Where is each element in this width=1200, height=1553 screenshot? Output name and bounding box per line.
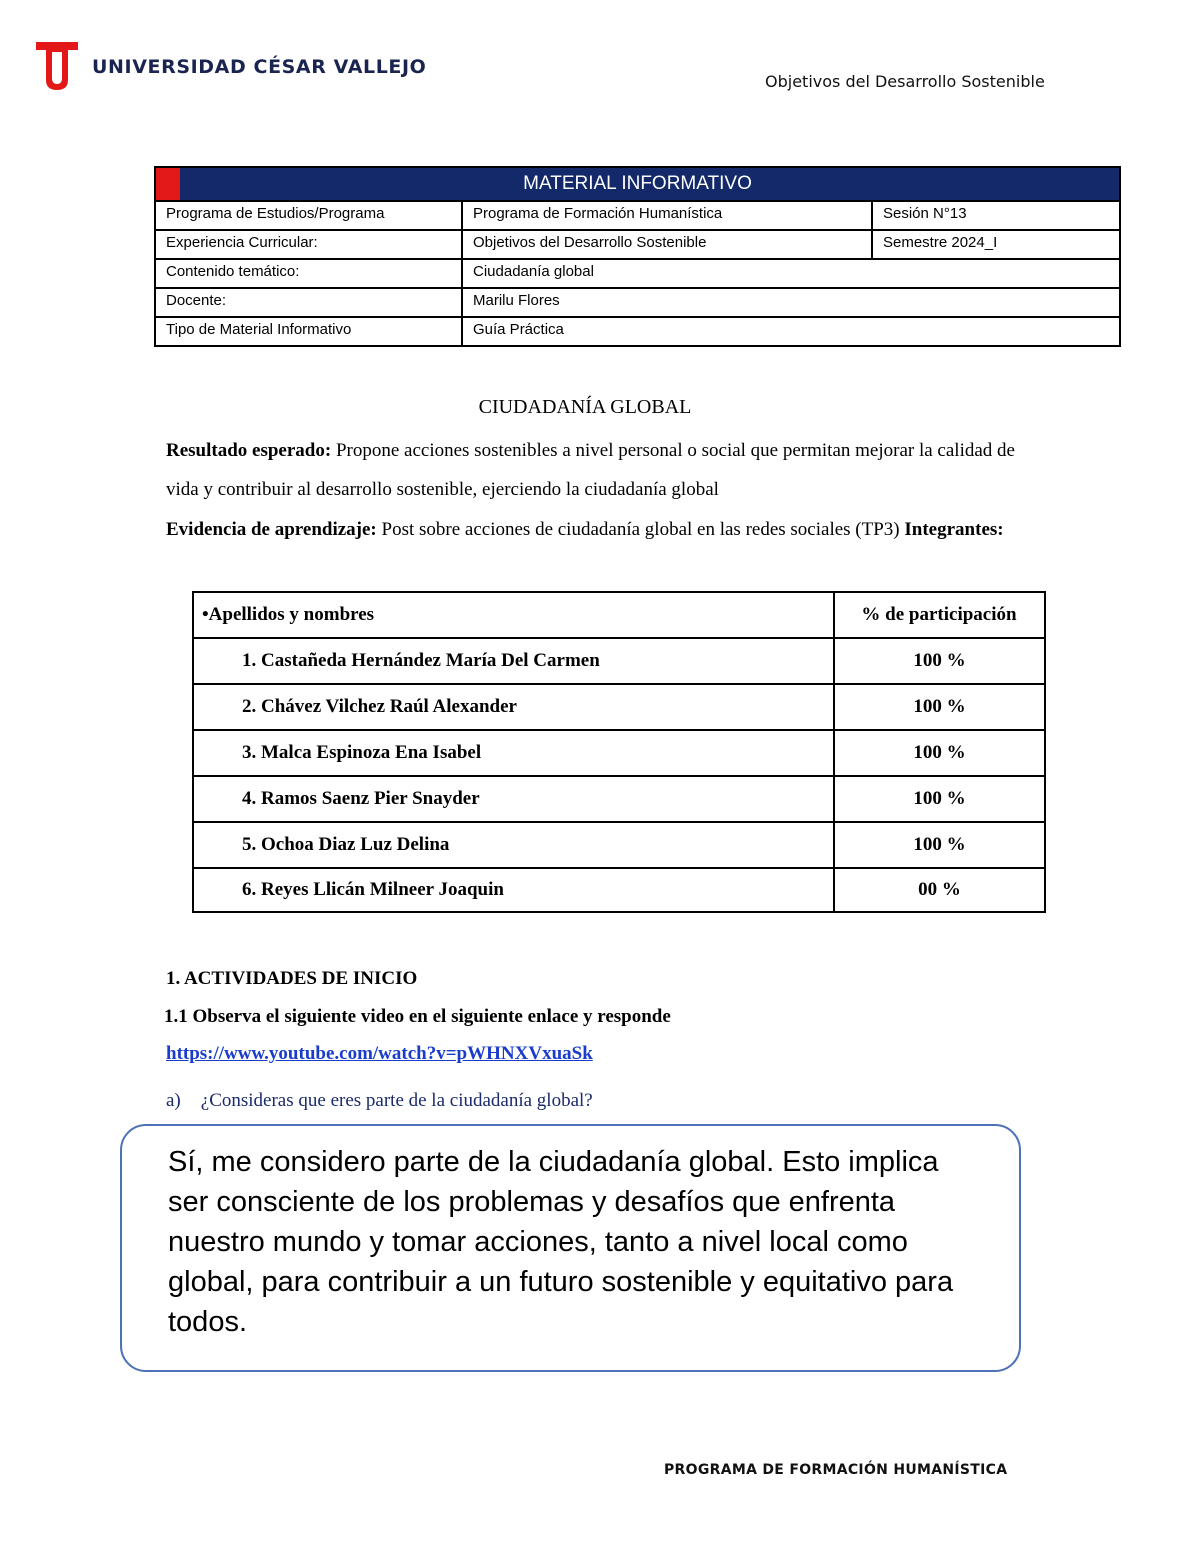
info-label: Docente:: [155, 288, 462, 317]
info-row: [155, 288, 1120, 317]
col-name-header: •Apellidos y nombres: [193, 592, 834, 638]
col-pct-header: % de participación: [834, 592, 1045, 638]
info-row: [155, 230, 1120, 259]
activities-subheading: 1.1 Observa el siguiente video en el siguiente enlace y responde: [164, 1006, 671, 1027]
info-label: Experiencia Curricular:: [155, 230, 462, 259]
member-pct: 100 %: [834, 638, 1045, 684]
header-course-title: Objetivos del Desarrollo Sostenible: [765, 72, 1045, 91]
expected-result-text: Propone acciones sostenibles a nivel personal o social que permitan mejorar la calidad de vida y contribuir al desarrollo sostenible, ejerciendo la ciudadanía global: [166, 440, 1015, 500]
activities-heading: 1. ACTIVIDADES DE INICIO: [166, 968, 418, 989]
evidence: [166, 510, 1016, 549]
university-logo-icon: [34, 40, 80, 92]
member-name: 3. Malca Espinoza Ena Isabel: [193, 730, 834, 776]
evidence-label: Evidencia de aprendizaje:: [166, 519, 377, 540]
info-extra: Semestre 2024_I: [872, 230, 1120, 259]
member-pct: 100 %: [834, 822, 1045, 868]
info-label: Contenido temático:: [155, 259, 462, 288]
info-value: Programa de Formación Humanística: [462, 201, 872, 230]
info-value: Ciudadanía global: [462, 259, 1120, 288]
info-label: Programa de Estudios/Programa: [155, 201, 462, 230]
info-label: Tipo de Material Informativo: [155, 317, 462, 346]
red-tab-accent: [156, 168, 180, 200]
member-pct: 100 %: [834, 684, 1045, 730]
table-row: [193, 822, 1045, 868]
members-label: Integrantes:: [904, 519, 1004, 540]
table-row: [193, 684, 1045, 730]
info-table: [154, 166, 1121, 347]
info-extra: Sesión N°13: [872, 201, 1120, 230]
video-link[interactable]: https://www.youtube.com/watch?v=pWHNXVxuaSk: [166, 1043, 593, 1064]
info-value: Guía Práctica: [462, 317, 1120, 346]
answer-text: Sí, me considero parte de la ciudadanía global. Esto implica ser consciente de los problemas y desafíos que enfrenta nuestro mundo y tomar acciones, tanto a nivel local como global, para contribuir a un futuro sostenible y equitativo para todos.: [168, 1146, 954, 1338]
info-table-title: MATERIAL INFORMATIVO: [523, 173, 752, 194]
info-value: Objetivos del Desarrollo Sostenible: [462, 230, 872, 259]
university-name: UNIVERSIDAD CÉSAR VALLEJO: [92, 56, 427, 78]
table-row: [193, 730, 1045, 776]
expected-result: [166, 431, 1016, 509]
members-header-row: [193, 592, 1045, 638]
members-table: [192, 591, 1046, 913]
table-row: [193, 638, 1045, 684]
question-text: ¿Consideras que eres parte de la ciudadanía global?: [200, 1090, 593, 1111]
member-name: 4. Ramos Saenz Pier Snayder: [193, 776, 834, 822]
member-name: 2. Chávez Vilchez Raúl Alexander: [193, 684, 834, 730]
footer-program: PROGRAMA DE FORMACIÓN HUMANÍSTICA: [664, 1462, 1008, 1478]
question-letter: a): [166, 1090, 181, 1111]
member-name: 5. Ochoa Diaz Luz Delina: [193, 822, 834, 868]
section-title: CIUDADANÍA GLOBAL: [478, 396, 692, 418]
table-row: [193, 868, 1045, 912]
member-name: 6. Reyes Llicán Milneer Joaquin: [193, 868, 834, 912]
member-pct: 00 %: [834, 868, 1045, 912]
member-pct: 100 %: [834, 776, 1045, 822]
info-row: [155, 259, 1120, 288]
info-row: [155, 317, 1120, 346]
info-value: Marilu Flores: [462, 288, 1120, 317]
info-row: [155, 201, 1120, 230]
info-table-header: [155, 167, 1120, 201]
question-a: [166, 1090, 593, 1112]
expected-result-label: Resultado esperado:: [166, 440, 332, 461]
evidence-text: Post sobre acciones de ciudadanía global en las redes sociales (TP3): [381, 519, 900, 540]
member-name: 1. Castañeda Hernández María Del Carmen: [193, 638, 834, 684]
table-row: [193, 776, 1045, 822]
member-pct: 100 %: [834, 730, 1045, 776]
